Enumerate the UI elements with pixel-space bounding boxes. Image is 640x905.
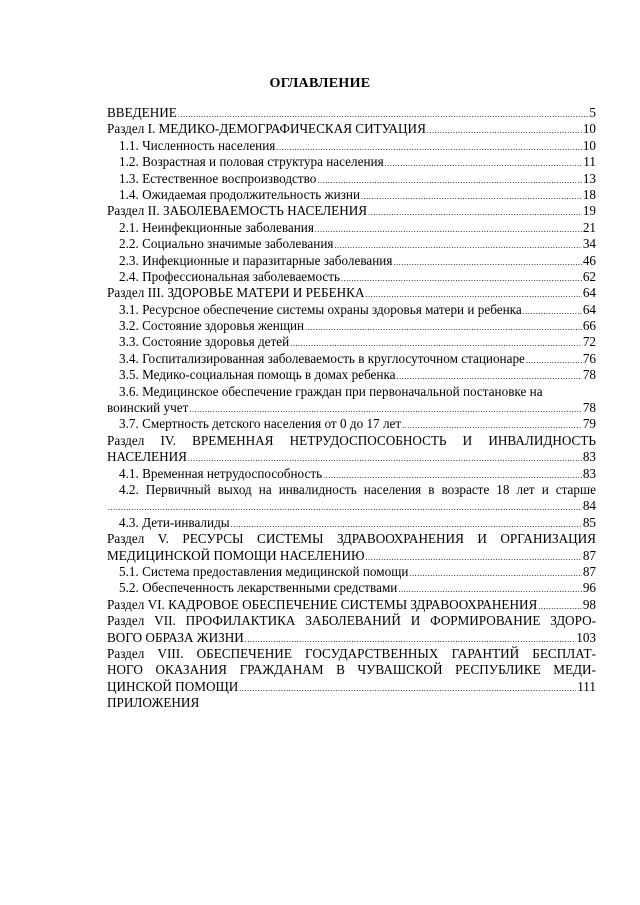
toc-section-5-line1[interactable] [107,531,596,547]
toc-entry-text: НАСЕЛЕНИЯ [107,449,187,465]
toc-entry-text: воинский учет [107,400,189,416]
leader-dots [402,422,582,430]
word: 18 [496,481,510,497]
toc-entry-text: 1.3. Естественное воспроизводство [119,170,317,186]
toc-entry-2-4[interactable] [107,269,596,285]
toc-appendix[interactable]: ПРИЛОЖЕНИЯ [107,695,200,711]
leader-dots [538,603,582,611]
toc-page-number: 34 [582,236,596,252]
toc-page-number: 19 [582,203,596,219]
leader-dots [409,570,581,578]
leader-dots [334,242,581,250]
toc-page-number: 64 [582,285,596,301]
toc-page-number: 13 [582,170,596,186]
toc-entry-text: 5.2. Обеспеченность лекарственными средствами [119,580,398,596]
toc-entry-3-2[interactable] [107,318,596,334]
word: Раздел [107,645,145,661]
word: 4.2. [119,481,139,497]
toc-entry-text: 3.4. Госпитализированная заболеваемость в круглосуточном стационаре [119,350,525,366]
toc-page-number: 87 [582,563,596,579]
word: ГАРАНТИЙ [451,645,520,661]
leader-dots [427,127,582,135]
toc-entry-text: 3.1. Ресурсное обеспечение системы охраны здоровья матери и ребенка [119,301,522,317]
toc-entry-3-4[interactable] [107,351,596,367]
leader-dots [398,586,581,594]
word: в [428,481,435,497]
word: ГОСУДАРСТВЕННЫХ [305,645,439,661]
word: НОГО [107,662,143,678]
toc-entry-text: 3.3. Состояние здоровья детей [119,334,290,350]
toc-page-number: 98 [582,596,596,612]
toc-entry-2-1[interactable] [107,220,596,236]
word: ЗАБОЛЕВАНИЙ [305,613,401,629]
leader-dots [393,259,581,267]
word: РЕСУРСЫ [182,531,244,547]
toc-page-number: 11 [583,154,596,170]
leader-dots [365,291,581,299]
leader-dots [523,308,582,316]
toc-page-number: 62 [582,268,596,284]
toc-entry-text: 2.1. Неинфекционные заболевания [119,219,314,235]
toc-page-number: 85 [582,514,596,530]
toc-entry-4-1[interactable] [107,466,596,482]
word: ЗДРАВООХРАНЕНИЯ [336,531,464,547]
toc-entry-1-3[interactable] [107,171,596,187]
toc-entry-2-2[interactable] [107,236,596,252]
toc-page-number: 83 [582,449,596,465]
toc-entry-3-5[interactable] [107,367,596,383]
toc-page-number: 76 [582,350,596,366]
toc-section-8-line2[interactable] [107,662,596,678]
leader-dots [323,472,582,480]
word: В [336,662,345,678]
word: на [258,481,272,497]
page-title: ОГЛАВЛЕНИЕ [269,76,371,91]
toc-page-number: 18 [582,186,596,202]
leader-dots [290,340,582,348]
toc-entry-text: МЕДИЦИНСКОЙ ПОМОЩИ НАСЕЛЕНИЮ [107,547,365,563]
leader-dots [317,177,581,185]
leader-dots [315,226,582,234]
toc-entry-3-6-line1[interactable]: 3.6. Медицинское обеспечение граждан при первоначальной постановке на [119,383,543,399]
toc-entry-text: 1.4. Ожидаемая продолжительность жизни [119,186,361,202]
leader-dots [245,636,575,644]
toc-page-number: 78 [582,367,596,383]
toc-page-number: 111 [577,678,596,694]
leader-dots [385,160,583,168]
toc-section-1[interactable] [107,121,596,137]
toc-section-4[interactable] [107,449,596,465]
toc-page-number: 103 [576,629,596,645]
word: IV. [160,432,176,448]
word: ВРЕМЕННАЯ [192,432,274,448]
toc-entry-3-3[interactable] [107,334,596,350]
toc-entry-5-1[interactable] [107,564,596,580]
toc-entry-1-1[interactable] [107,138,596,154]
toc-entry-intro[interactable] [107,105,596,121]
toc-section-7-line1[interactable] [107,613,596,629]
word: VII. [154,613,176,629]
word: И [410,613,421,629]
toc-entry-text: ВВЕДЕНИЕ [107,105,177,120]
word: РЕСПУБЛИКЕ [455,662,541,678]
toc-entry-1-4[interactable] [107,187,596,203]
leader-dots [368,209,582,217]
toc-page-number: 87 [582,547,596,563]
toc-page-number: 10 [582,121,596,137]
word: ЧУВАШСКОЙ [357,662,443,678]
word: И [462,432,473,448]
toc-entry-1-2[interactable] [107,154,596,170]
toc-entry-3-1[interactable] [107,302,596,318]
toc-page-number: 46 [582,252,596,268]
toc-page-number: 5 [589,105,596,120]
word: населения [363,481,422,497]
word: ОРГАНИЗАЦИЯ [500,531,596,547]
toc-entry-text: Раздел VI. КАДРОВОЕ ОБЕСПЕЧЕНИЕ СИСТЕМЫ ЗДРАВООХРАНЕНИЯ [107,596,538,612]
word: СИСТЕМЫ [257,531,324,547]
leader-dots [239,685,576,693]
table-of-contents [107,105,596,711]
toc-page-number: 64 [582,301,596,317]
toc-entry-4-3[interactable] [107,515,596,531]
word: МЕДИ- [553,662,596,678]
word: ПРОФИЛАКТИКА [185,613,296,629]
toc-section-8[interactable] [107,679,596,695]
toc-entry-text: 2.4. Профессиональная заболеваемость [119,268,341,284]
leader-dots [188,455,582,463]
toc-entry-text: Раздел III. ЗДОРОВЬЕ МАТЕРИ И РЕБЕНКА [107,285,365,301]
word: БЕСПЛАТ- [532,645,596,661]
toc-entry-text: ЦИНСКОЙ ПОМОЩИ [107,678,239,694]
word: V. [157,531,169,547]
word: Раздел [107,613,145,629]
leader-dots [276,144,581,152]
toc-section-2[interactable] [107,203,596,219]
toc-entry-text: 1.1. Численность населения [119,137,276,153]
toc-entry-text: 4.3. Дети-инвалиды [119,514,230,530]
toc-page-number: 21 [582,219,596,235]
word: ГРАЖДАНАМ [239,662,324,678]
toc-entry-text: 3.2. Состояние здоровья женщин [119,318,305,334]
toc-entry-2-3[interactable] [107,253,596,269]
toc-entry-4-2[interactable] [107,498,596,514]
toc-section-5[interactable] [107,548,596,564]
toc-page-number: 66 [582,318,596,334]
toc-entry-text: Раздел II. ЗАБОЛЕВАЕМОСТЬ НАСЕЛЕНИЯ [107,203,368,219]
word: И [477,531,487,547]
leader-dots [231,521,582,529]
toc-entry-text: 3.7. Смертность детского населения от 0 до 17 лет [119,416,402,432]
toc-page-number: 84 [582,498,596,514]
toc-entry-text: 1.2. Возрастная и половая структура населения [119,154,384,170]
toc-entry-text: ВОГО ОБРАЗА ЖИЗНИ [107,629,244,645]
word: ОКАЗАНИЯ [155,662,227,678]
toc-page-number: 72 [582,334,596,350]
toc-page-number: 79 [582,416,596,432]
toc-page-number: 10 [582,137,596,153]
leader-dots [189,406,581,414]
leader-dots [305,324,582,332]
toc-entry-3-7[interactable] [107,416,596,432]
leader-dots [341,275,582,283]
toc-entry-text: Раздел I. МЕДИКО-ДЕМОГРАФИЧЕСКАЯ СИТУАЦИЯ [107,121,426,137]
word: VIII. [157,645,184,661]
toc-page-number: 78 [582,400,596,416]
word: выход [217,481,252,497]
word: и [541,481,549,497]
leader-dots [397,373,582,381]
leader-dots [108,504,582,512]
word: ИНВАЛИДНОСТЬ [488,432,596,448]
leader-dots [361,193,582,201]
toc-page-number: 96 [582,580,596,596]
leader-dots [526,357,582,365]
toc-section-6[interactable] [107,597,596,613]
word: Раздел [107,531,145,547]
toc-entry-text: 5.1. Система предоставления медицинской помощи [119,563,409,579]
toc-section-4-line1[interactable] [107,433,596,449]
toc-section-8-line1[interactable] [107,646,596,662]
word: Первичный [145,481,211,497]
word: ЗДОРО- [550,613,596,629]
toc-entry-3-6[interactable] [107,400,596,416]
word: инвалидность [278,481,357,497]
toc-entry-text: 3.5. Медико-социальная помощь в домах ребенка [119,367,396,383]
word: НЕТРУДОСПОСОБНОСТЬ [289,432,447,448]
toc-section-7[interactable] [107,630,596,646]
leader-dots [366,554,582,562]
word: Раздел [107,432,145,448]
word: ОБЕСПЕЧЕНИЕ [196,645,292,661]
toc-entry-text: 2.3. Инфекционные и паразитарные заболевания [119,252,393,268]
toc-entry-text: 2.2. Социально значимые заболевания [119,236,334,252]
word: старше [555,481,596,497]
toc-entry-5-2[interactable] [107,580,596,596]
toc-page-number: 83 [582,465,596,481]
toc-entry-4-2-line1[interactable] [107,482,596,498]
leader-dots [178,111,589,119]
word: лет [516,481,535,497]
toc-entry-text: 4.1. Временная нетрудоспособность [119,465,323,481]
word: ФОРМИРОВАНИЕ [430,613,541,629]
toc-section-3[interactable] [107,285,596,301]
word: возрасте [441,481,490,497]
